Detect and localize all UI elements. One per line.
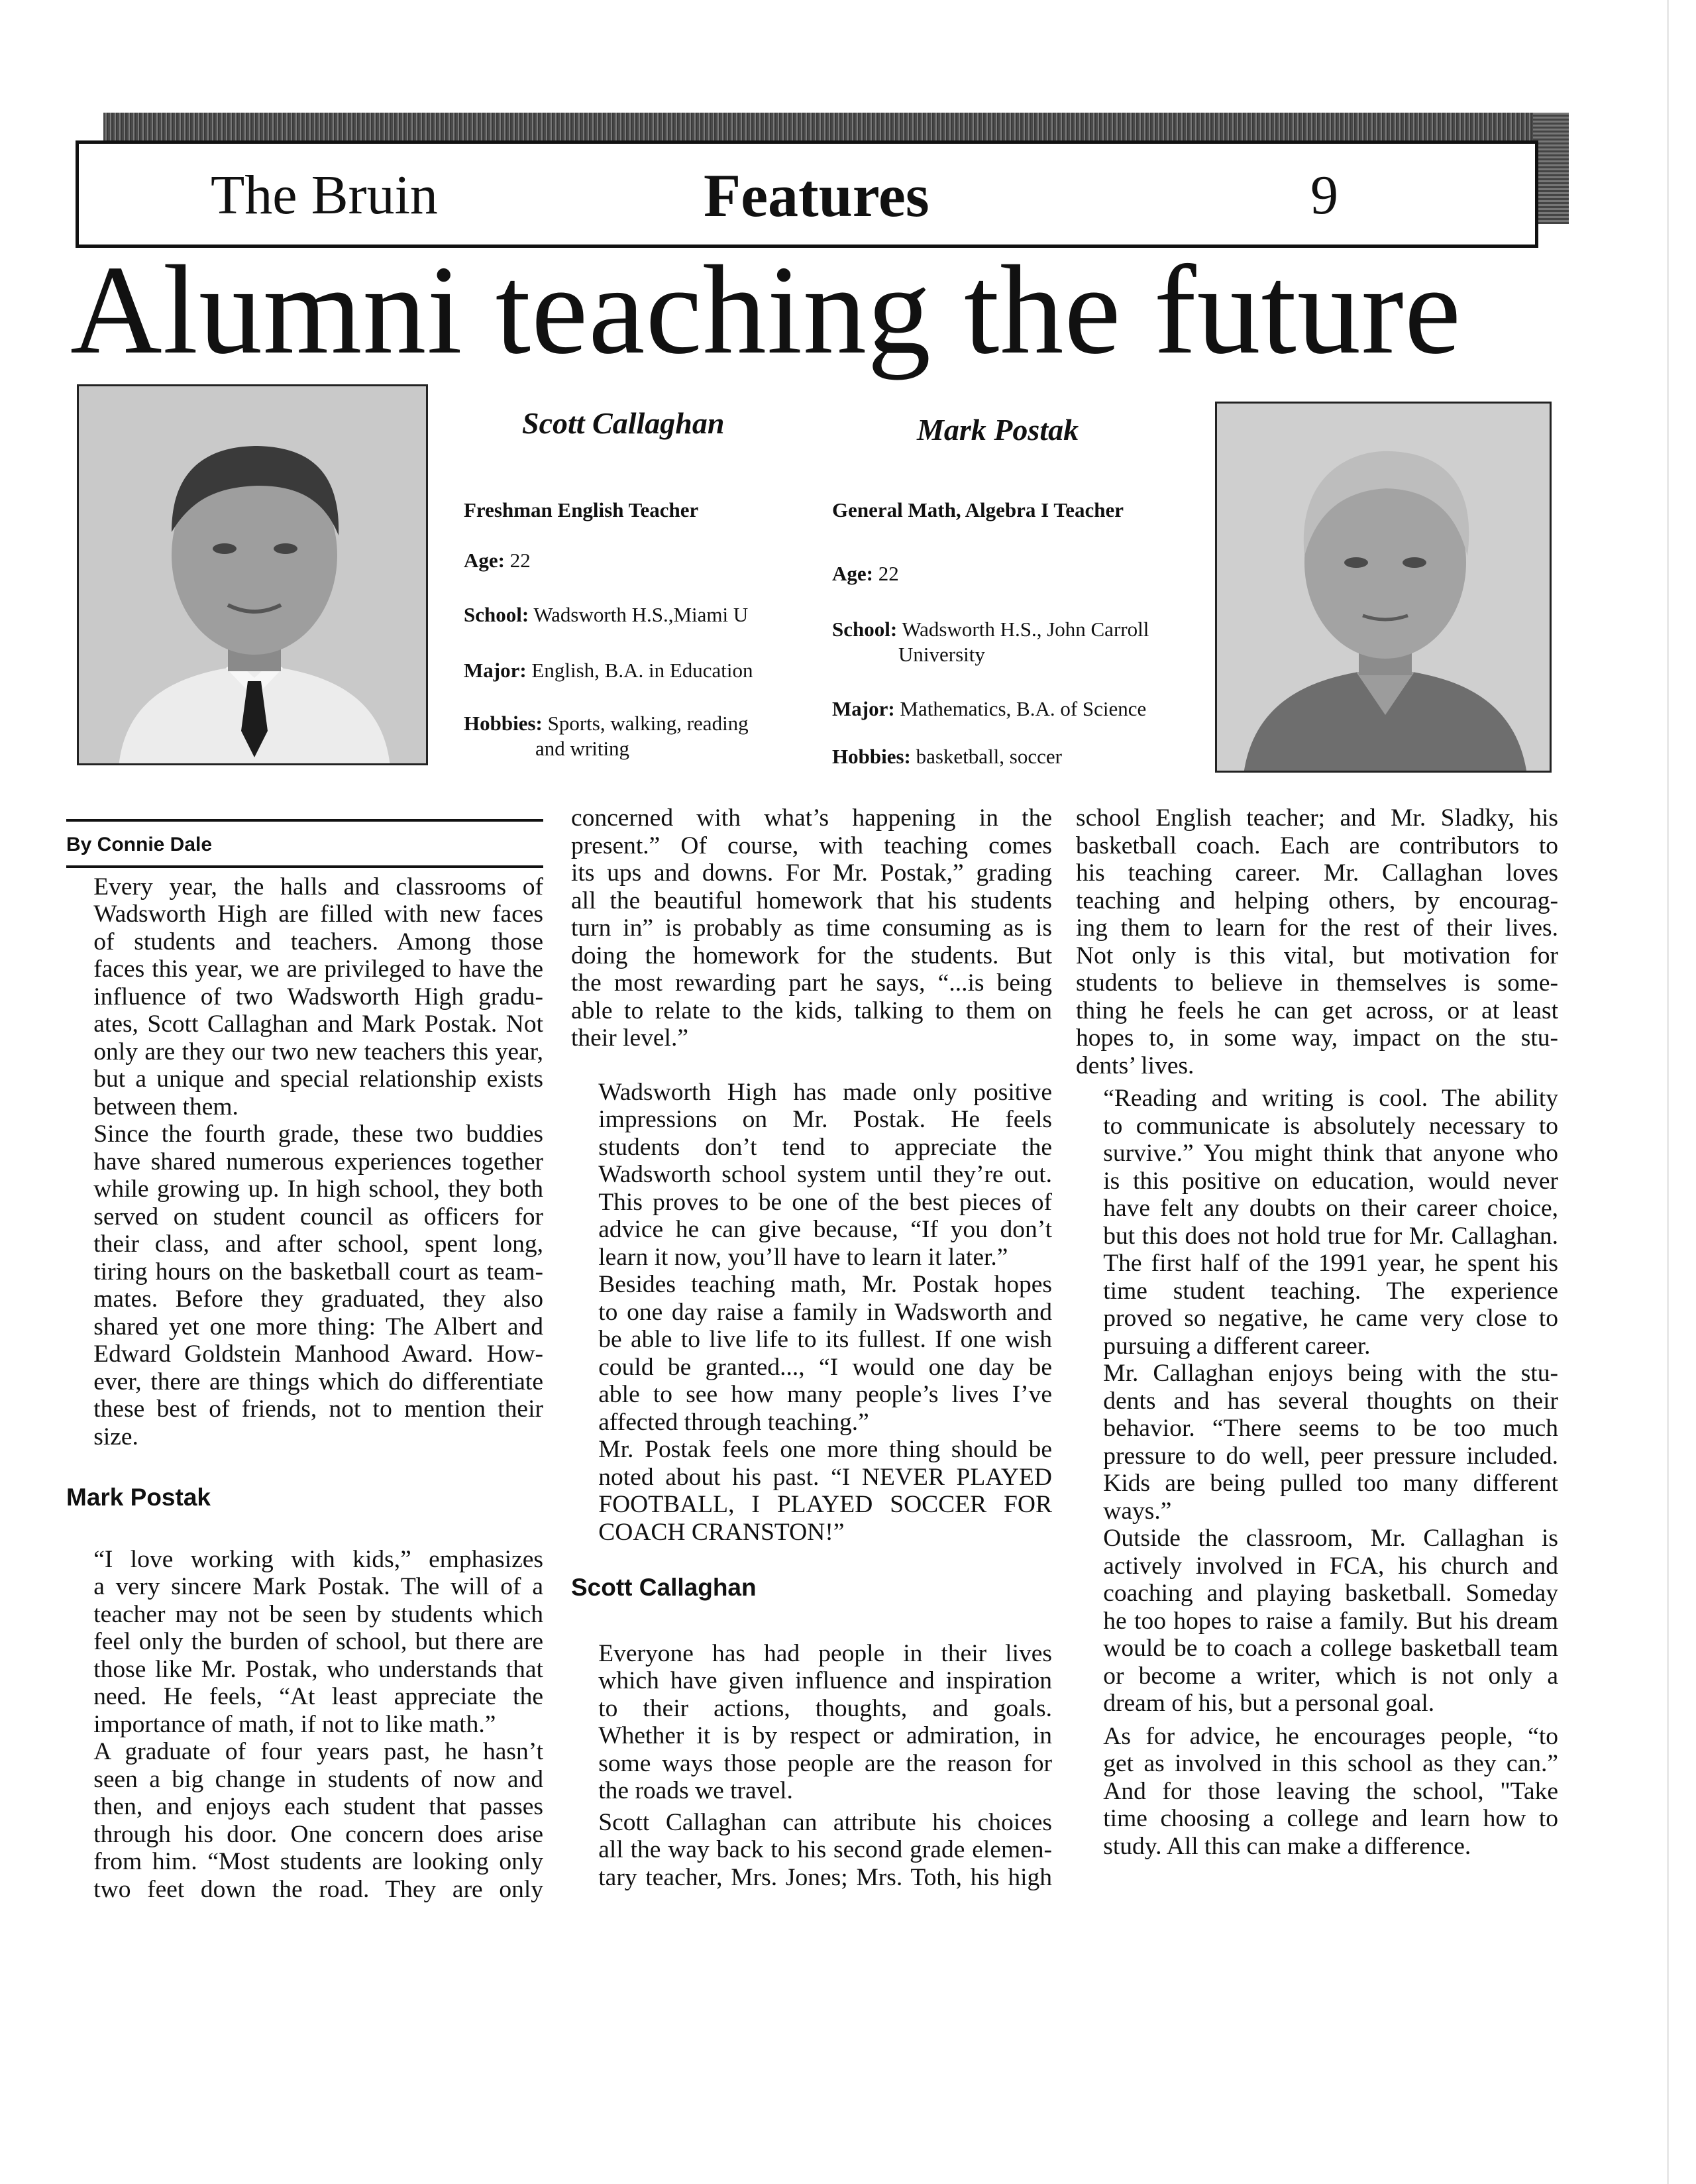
subhead-mark-postak: Mark Postak xyxy=(66,1484,211,1511)
col3-paragraph-3: Mr. Callaghan enjoys being with the stu- dents and has several thoughts on their behavior. “There seems to be too much pressure to do well, peer pressure included. Kids are being pulled too many different ways.” xyxy=(1103,1360,1558,1525)
photo-mark-postak xyxy=(1215,402,1552,773)
profile-hobbies-scott-cont: and writing xyxy=(535,737,630,760)
profile-age-scott: Age: 22 xyxy=(464,549,531,572)
col2-paragraph-5: Everyone has had people in their lives which have given influence and inspiration to their actions, thoughts, and goals. Whether it is by respect or admiration, in some ways those people are the reason for the roads we travel. xyxy=(598,1639,1052,1804)
col3-paragraph-1: school English teacher; and Mr. Sladky, his basketball coach. Each are contributors to his teaching career. Mr. Callaghan loves teaching and helping others, by encourag- ing them to learn for the rest of their lives. Not only is this vital, but motivation for students to believe in themselves is some- thing he feels he can get across, or at least hopes to, in some way, impact on the stu- dents’ lives. xyxy=(1076,804,1558,1079)
profile-name-mark: Mark Postak xyxy=(917,413,1079,447)
portrait-mark xyxy=(1217,404,1552,773)
profile-hobbies-mark: Hobbies: basketball, soccer xyxy=(832,745,1062,768)
profile-role-scott: Freshman English Teacher xyxy=(464,498,699,521)
article-column-3 xyxy=(1076,804,1558,1860)
col2-paragraph-6: Scott Callaghan can attribute his choices all the way back to his second grade elemen- tary teacher, Mrs. Jones; Mrs. Toth, his high xyxy=(598,1808,1052,1891)
byline-rule-bottom xyxy=(66,865,543,868)
article-column-2 xyxy=(571,804,1052,1891)
col3-paragraph-2: “Reading and writing is cool. The ability to communicate is absolutely necessary to survive.” You might think that anyone who is this positive on education, would never have felt any doubts on their career choice, but this does not hold true for Mr. Callaghan. The first half of the 1991 year, he spent his time student teaching. The experience proved so negative, he came very close to pursuing a different career. xyxy=(1103,1085,1558,1360)
col2-paragraph-2: Wadsworth High has made only positive impressions on Mr. Postak. He feels students don’t tend to appreciate the Wadsworth school system until they’re out. This proves to be one of the best pieces of advice he can give because, “If you don’t learn it now, you’ll have to learn it later.” xyxy=(598,1078,1052,1271)
article-column-1 xyxy=(66,819,543,1903)
profile-school-scott: School: Wadsworth H.S.,Miami U xyxy=(464,603,749,626)
profile-role-mark: General Math, Algebra I Teacher xyxy=(832,498,1124,521)
photo-scott-callaghan xyxy=(77,384,428,765)
profile-major-mark: Major: Mathematics, B.A. of Science xyxy=(832,697,1147,720)
headline: Alumni teaching the future xyxy=(70,239,1462,380)
profile-age-mark: Age: 22 xyxy=(832,562,899,585)
section-title: Features xyxy=(704,162,929,229)
col3-paragraph-4: Outside the classroom, Mr. Callaghan is actively involved in FCA, his church and coaching and playing basketball. Someday he too hopes to raise a family. But his dream would be to coach a college basketball team or become a writer, which is not only a dream of his, but a personal goal. xyxy=(1103,1525,1558,1717)
col1-paragraph-3: “I love working with kids,” emphasizes a very sincere Mark Postak. The will of a teacher may not be seen by students which feel only the burden of school, but there are those like Mr. Postak, who understands that need. He feels, “At least appreciate the importance of math, if not to like math.” xyxy=(93,1545,543,1738)
byline: By Connie Dale xyxy=(66,834,213,855)
paper-name: The Bruin xyxy=(211,164,438,226)
portrait-scott xyxy=(79,386,428,765)
page-number: 9 xyxy=(1310,164,1338,226)
col2-paragraph-1: concerned with what’s happening in the present.” Of course, with teaching comes its ups and downs. For Mr. Postak,” grading all the beautiful homework that his students turn in” is probably as time consuming as is doing the homework for the students. But the most rewarding part he says, “...is being able to relate to the kids, talking to them on their level.” xyxy=(571,804,1052,1052)
col2-paragraph-3: Besides teaching math, Mr. Postak hopes to one day raise a family in Wadsworth and be able to live life to its fullest. If one wish could be granted..., “I would one day be able to see how many people’s lives I’ve affected through teaching.” xyxy=(598,1271,1052,1436)
scan-edge-line xyxy=(1667,0,1669,2184)
byline-rule-top xyxy=(66,819,543,822)
profile-major-scott: Major: English, B.A. in Education xyxy=(464,659,753,682)
col1-paragraph-1: Every year, the halls and classrooms of Wadsworth High are filled with new faces of students and teachers. Among those faces this year, we are privileged to have the influence of two Wadsworth High gradu- ates, Scott Callaghan and Mark Postak. Not only are they our two new teachers this year, but a unique and special relationship exists between them. xyxy=(93,873,543,1120)
profile-hobbies-scott: Hobbies: Sports, walking, reading xyxy=(464,712,749,735)
profile-school-mark: School: Wadsworth H.S., John Carroll xyxy=(832,618,1149,641)
col3-paragraph-5: As for advice, he encourages people, “to get as involved in this school as they can.” And for those leaving the school, "Take time choosing a college and learn how to study. All this can make a difference. xyxy=(1103,1722,1558,1860)
masthead-shadow-side xyxy=(1533,113,1569,224)
col1-paragraph-4: A graduate of four years past, he hasn’t seen a big change in students of now and then, and enjoys each student that passes through his door. One concern does arise from him. “Most students are looking only two feet down the road. They are only xyxy=(93,1738,543,1903)
subhead-scott-callaghan: Scott Callaghan xyxy=(571,1574,757,1601)
profile-school-mark-cont: University xyxy=(898,643,985,666)
profile-name-scott: Scott Callaghan xyxy=(522,406,725,440)
col2-paragraph-4: Mr. Postak feels one more thing should be noted about his past. “I NEVER PLAYED FOOTBALL, I PLAYED SOCCER FOR COACH CRANSTON!” xyxy=(598,1436,1052,1546)
masthead-shadow xyxy=(103,113,1569,144)
col1-paragraph-2: Since the fourth grade, these two buddies have shared numerous experiences together while growing up. In high school, they both served on student council as officers for their class, and after school, spent long, tiring hours on the basketball court as team- mates. Before they graduated, they also shared yet one more thing: The Albert and Edward Goldstein Manhood Award. How- ever, there are things which do differentiate these best of friends, not to mention their size. xyxy=(93,1120,543,1450)
